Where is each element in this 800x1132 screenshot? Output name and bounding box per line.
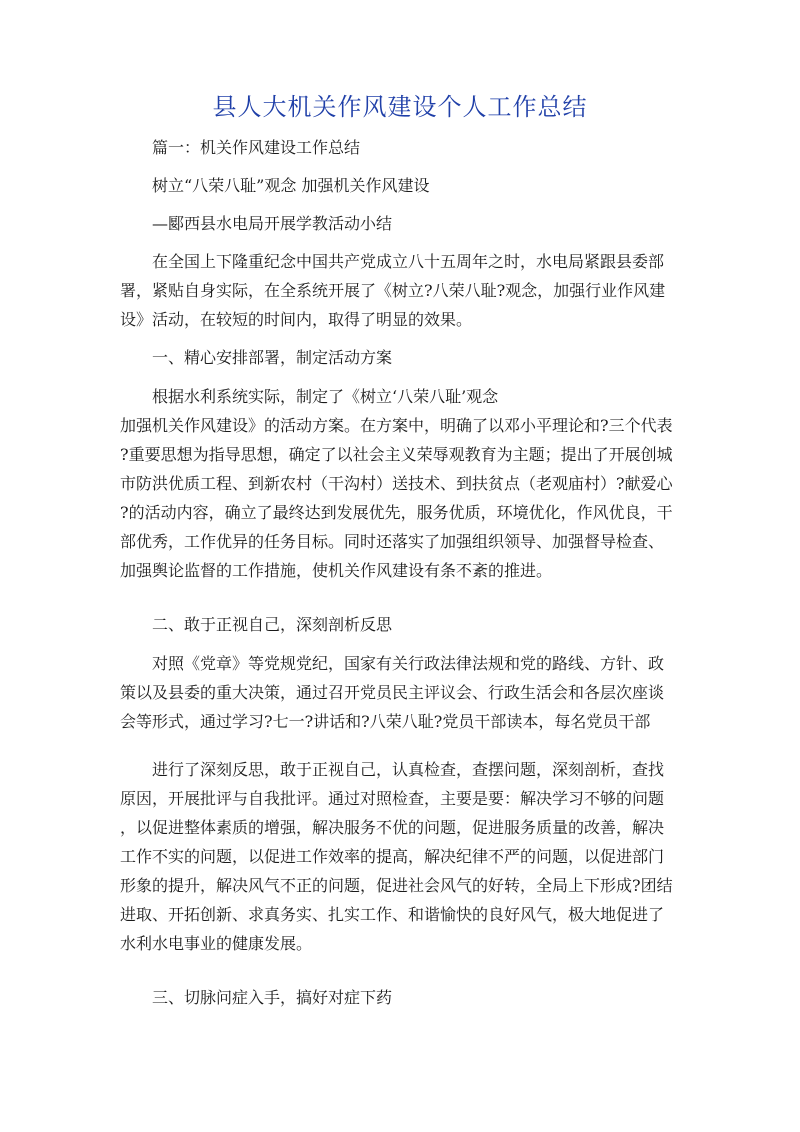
paragraph-line: 会等形式，通过学习?七一?讲话和?八荣八耻?党员干部读本，每名党员干部 [120, 712, 651, 731]
paragraph-line: ，以促进整体素质的增强，解决服务不优的问题，促进服务质量的改善，解决 [120, 818, 665, 837]
paragraph-line: 工作不实的问题，以促进工作效率的提高，解决纪律不严的问题，以促进部门 [120, 847, 665, 866]
document-title: 县人大机关作风建设个人工作总结 [212, 93, 588, 121]
paragraph-line: 原因，开展批评与自我批评。通过对照检查，主要是要：解决学习不够的问题 [120, 789, 665, 808]
paragraph-line: 部优秀，工作优异的任务目标。同时还落实了加强组织领导、加强督导检查、 [120, 532, 665, 551]
section-heading-4: 三、切脉问症入手，搞好对症下药 [152, 988, 393, 1007]
paragraph-line: 对照《党章》等党规党纪，国家有关行政法律法规和党的路线、方针、政 [152, 654, 665, 673]
paragraph-line: 根据水利系统实际，制定了《树立‘八荣八耻’观念 [152, 387, 499, 406]
section-heading-2: 一、精心安排部署，制定活动方案 [152, 348, 393, 367]
paragraph-line: 策以及县委的重大决策，通过召开党员民主评议会、行政生活会和各层次座谈 [120, 683, 665, 702]
paragraph-line: 在全国上下隆重纪念中国共产党成立八十五周年之时，水电局紧跟县委部 [152, 252, 665, 271]
paragraph-line: 设》活动，在较短的时间内，取得了明显的效果。 [120, 310, 473, 329]
paragraph-line: 进行了深刻反思，敢于正视自己，认真检查，查摆问题，深刻剖析，查找 [152, 760, 665, 779]
paragraph-line: 加强舆论监督的工作措施，使机关作风建设有条不紊的推进。 [120, 561, 553, 580]
paragraph-line: 形象的提升，解决风气不正的问题，促进社会风气的好转，全局上下形成?团结 [120, 876, 673, 895]
subtitle-source-line: —郾西县水电局开展学教活动小结 [152, 214, 393, 233]
paragraph-line: ?的活动内容，确立了最终达到发展优先，服务优质，环境优化，作风优良，干 [120, 503, 673, 522]
paragraph-line: 水利水电事业的健康发展。 [120, 934, 313, 953]
subtitle-line: 树立“八荣八耻”观念 加强机关作风建设 [152, 176, 430, 195]
paragraph-line: 署，紧贴自身实际，在全系统开展了《树立?八荣八耻?观念，加强行业作风建 [120, 281, 666, 300]
section-heading-3: 二、敢于正视自己，深刻剖析反思 [152, 615, 393, 634]
paragraph-line: 市防洪优质工程、到新农村（干沟村）送技术、到扶贫点（老观庙村）?献爱心 [120, 474, 673, 493]
paragraph-line: ?重要思想为指导思想，确定了以社会主义荣辱观教育为主题；提出了开展创城 [120, 445, 673, 464]
section-heading-1: 篇一：机关作风建设工作总结 [152, 138, 361, 157]
paragraph-line: 加强机关作风建设》的活动方案。在方案中，明确了以邓小平理论和?三个代表 [120, 416, 673, 435]
paragraph-line: 进取、开拓创新、求真务实、扎实工作、和谐愉快的良好风气，极大地促进了 [120, 905, 665, 924]
